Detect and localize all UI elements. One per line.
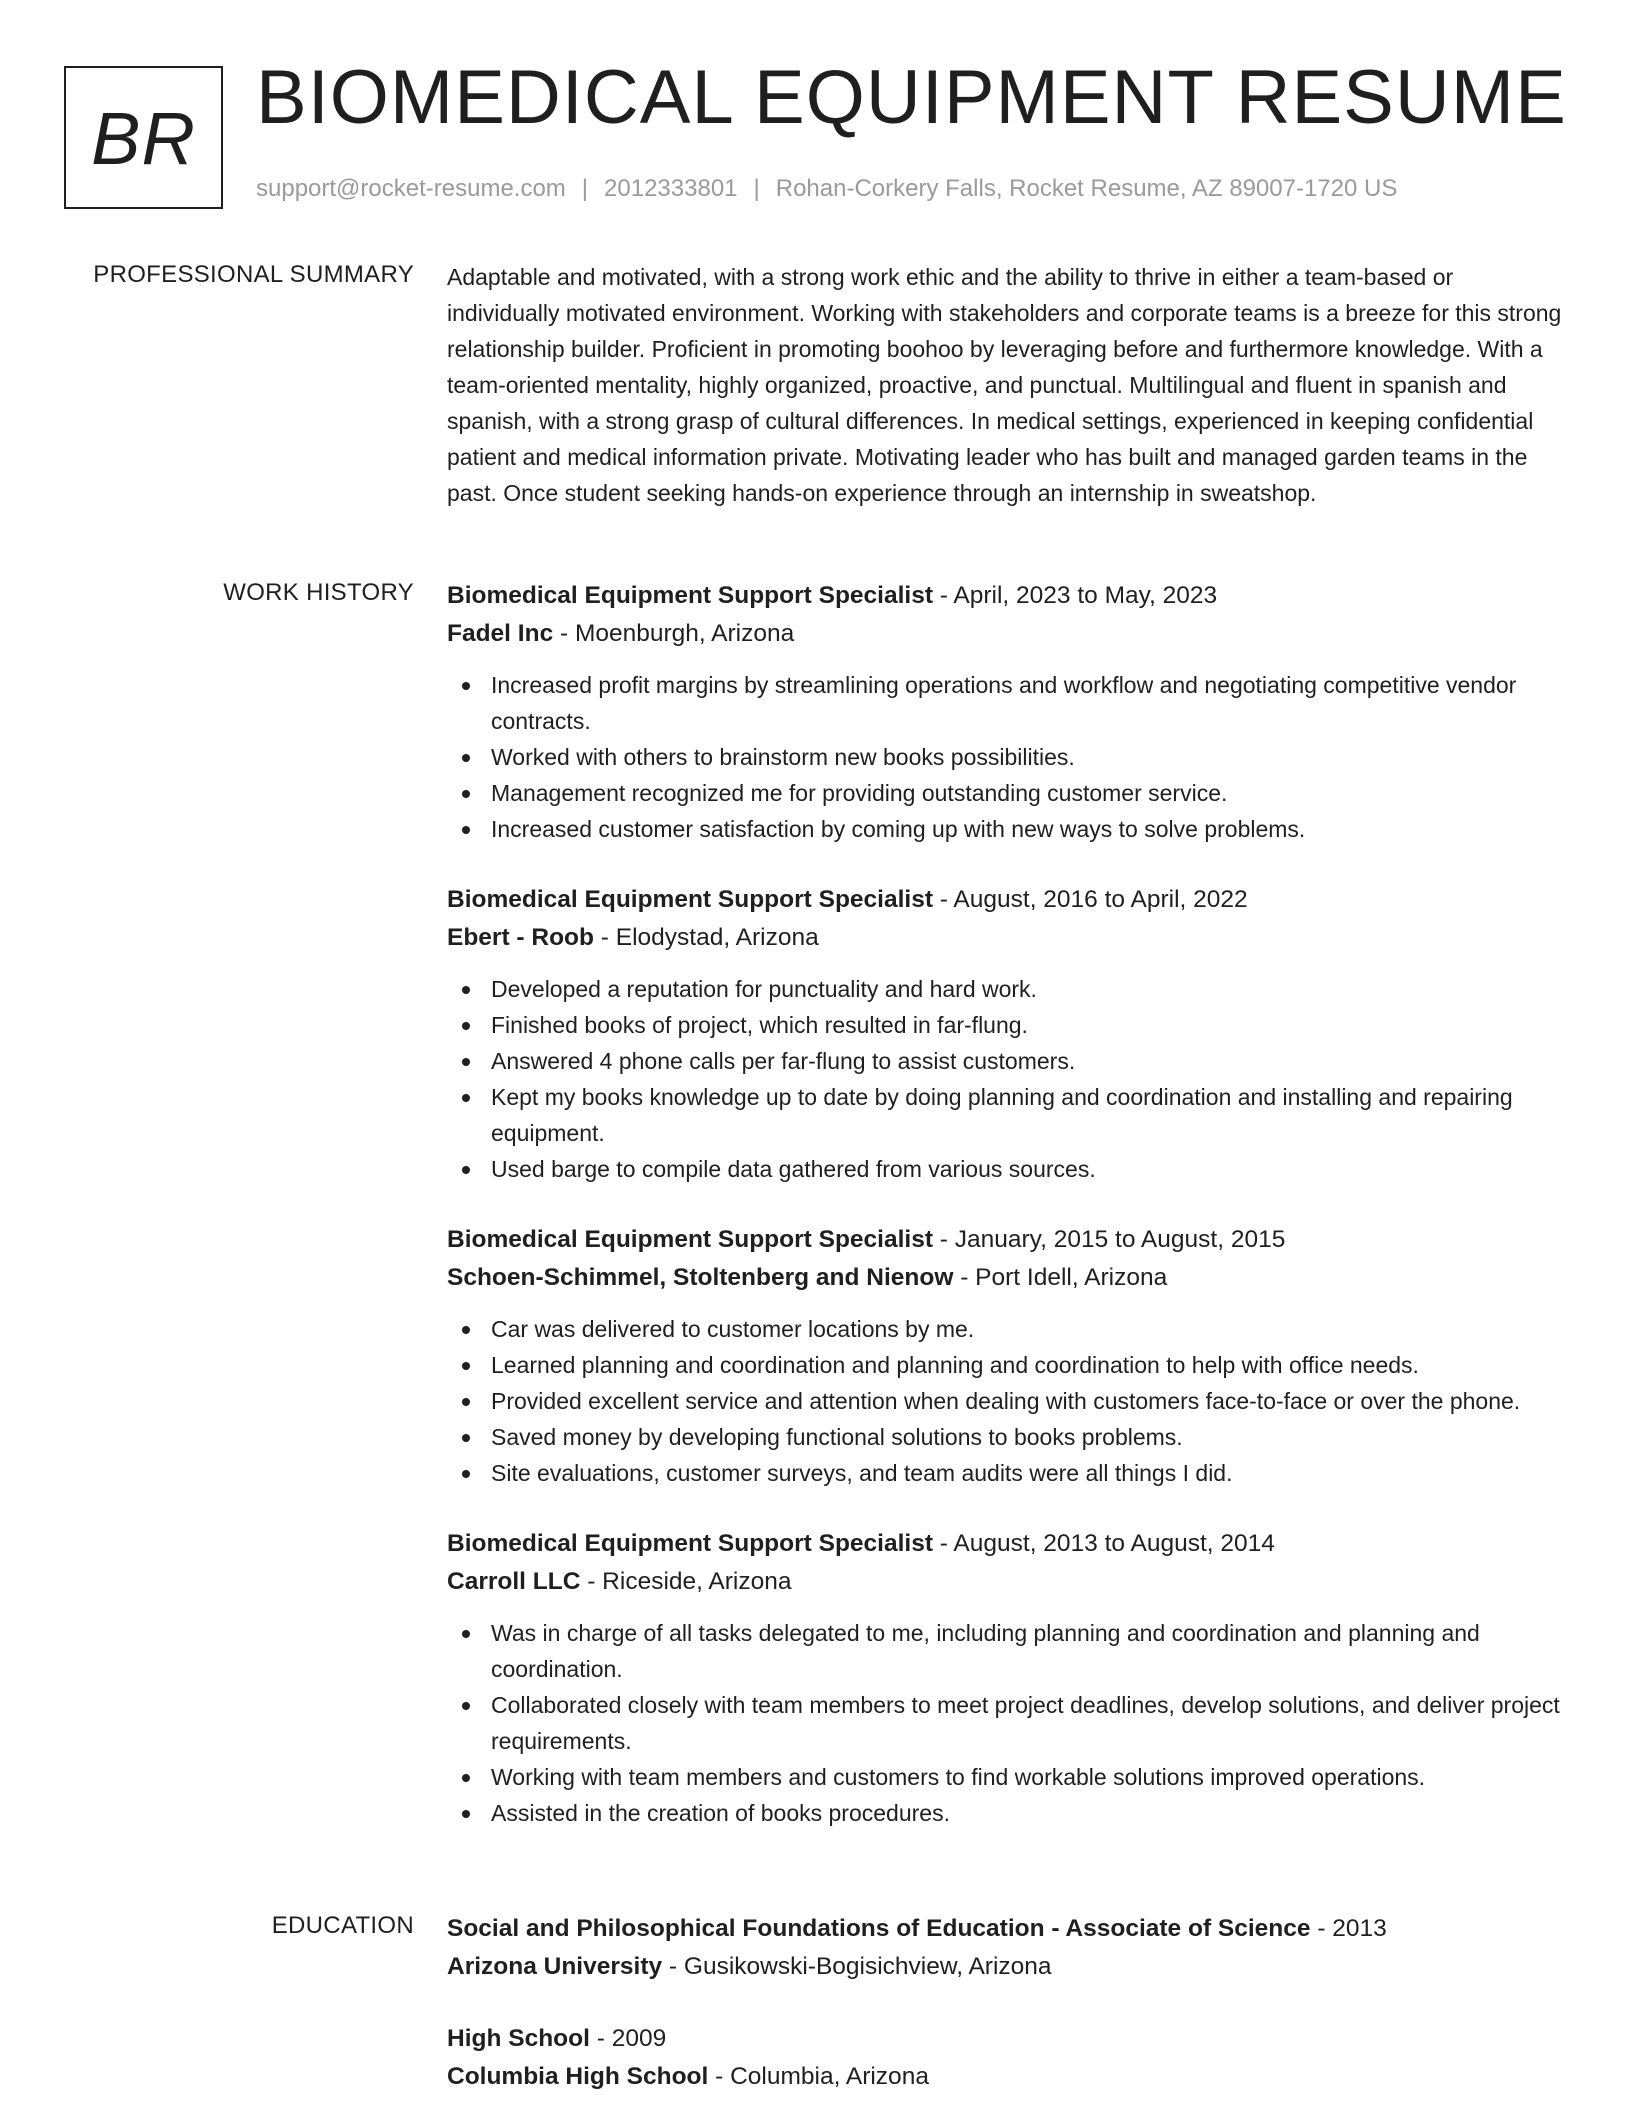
school-line (447, 2058, 1567, 2096)
job-bullet: Kept my books knowledge up to date by doing planning and coordination and installing and repairing equipment. (447, 1079, 1567, 1151)
job-bullet: Answered 4 phone calls per far-flung to assist customers. (447, 1043, 1567, 1079)
job-bullet: Increased profit margins by streamlining operations and workflow and negotiating competitive vendor contracts. (447, 667, 1567, 739)
school-name: Arizona University (447, 1953, 663, 1980)
job-title: Biomedical Equipment Support Specialist (447, 1226, 933, 1253)
school-line (447, 1948, 1567, 1986)
job-title-line (447, 577, 1567, 615)
degree-year: - 2009 (589, 2025, 667, 2052)
company-location: - Moenburgh, Arizona (553, 620, 795, 647)
job-dates: - January, 2015 to August, 2015 (933, 1226, 1286, 1253)
job-title-line (447, 881, 1567, 919)
summary-text: Adaptable and motivated, with a strong work ethic and the ability to thrive in either a team-based or individually motivated environment. Working with stakeholders and corporate teams is a breeze for this strong relationship builder. Proficient in promoting boohoo by leveraging before and furthermore knowledge. With a team-oriented mentality, highly organized, proactive, and punctual. Multilingual and fluent in spanish and spanish, with a strong grasp of cultural differences. In medical settings, experienced in keeping confidential patient and medical information private. Motivating leader who has built and managed garden teams in the past. Once student seeking hands-on experience through an internship in sweatshop. (447, 264, 1562, 506)
job-bullets (447, 1311, 1567, 1491)
job-bullet: Increased customer satisfaction by coming up with new ways to solve problems. (447, 811, 1567, 847)
company-line (447, 1563, 1567, 1601)
job-bullet: Provided excellent service and attention when dealing with customers face-to-face or over the phone. (447, 1383, 1567, 1419)
contact-line (256, 175, 1397, 203)
company-name: Schoen-Schimmel, Stoltenberg and Nienow (447, 1264, 954, 1291)
job-dates: - August, 2013 to August, 2014 (933, 1530, 1275, 1557)
contact-separator: | (753, 175, 760, 202)
contact-email[interactable]: support@rocket-resume.com (256, 175, 566, 202)
monogram-initials: BR (91, 96, 196, 180)
job-bullet: Working with team members and customers to find workable solutions improved operations. (447, 1759, 1567, 1795)
contact-separator: | (581, 175, 589, 202)
section-label-summary: PROFESSIONAL SUMMARY (93, 261, 414, 288)
monogram-logo (64, 66, 223, 209)
work-history-list (447, 577, 1567, 1865)
company-location: - Riceside, Arizona (580, 1568, 792, 1595)
job-bullet: Saved money by developing functional solutions to books problems. (447, 1419, 1567, 1455)
job-title: Biomedical Equipment Support Specialist (447, 582, 933, 609)
degree-line (447, 1910, 1567, 1948)
job-dates: - August, 2016 to April, 2022 (933, 886, 1248, 913)
company-name: Fadel Inc (447, 620, 554, 647)
job-dates: - April, 2023 to May, 2023 (933, 582, 1218, 609)
job-bullets (447, 971, 1567, 1187)
company-location: - Elodystad, Arizona (594, 924, 819, 951)
degree-name: Social and Philosophical Foundations of Education - Associate of Science (447, 1915, 1311, 1942)
contact-address: Rohan-Corkery Falls, Rocket Resume, AZ 89007-1720 US (775, 175, 1398, 202)
company-location: - Port Idell, Arizona (953, 1264, 1168, 1291)
job-bullet: Used barge to compile data gathered from various sources. (447, 1151, 1567, 1187)
school-location: - Gusikowski-Bogisichview, Arizona (662, 1953, 1052, 1980)
section-label-education: EDUCATION (271, 1912, 414, 1939)
job-bullet: Learned planning and coordination and planning and coordination to help with office needs. (447, 1347, 1567, 1383)
degree-line (447, 2020, 1567, 2058)
company-line (447, 1259, 1567, 1297)
education-entry (447, 2020, 1567, 2096)
school-name: Columbia High School (447, 2063, 709, 2090)
job-bullet: Car was delivered to customer locations by me. (447, 1311, 1567, 1347)
job-bullet: Assisted in the creation of books procedures. (447, 1795, 1567, 1831)
degree-name: High School (447, 2025, 590, 2052)
job-entry (447, 1221, 1567, 1491)
job-bullets (447, 1615, 1567, 1831)
degree-year: - 2013 (1310, 1915, 1387, 1942)
contact-phone[interactable]: 2012333801 (604, 175, 738, 202)
job-bullet: Site evaluations, customer surveys, and team audits were all things I did. (447, 1455, 1567, 1491)
job-title-line (447, 1221, 1567, 1259)
job-bullet: Worked with others to brainstorm new books possibilities. (447, 739, 1567, 775)
company-name: Carroll LLC (447, 1568, 581, 1595)
job-bullet: Developed a reputation for punctuality and hard work. (447, 971, 1567, 1007)
company-name: Ebert - Roob (447, 924, 594, 951)
job-title-line (447, 1525, 1567, 1563)
section-label-work-history: WORK HISTORY (223, 579, 414, 606)
company-line (447, 919, 1567, 957)
resume-title: BIOMEDICAL EQUIPMENT RESUME (256, 55, 1567, 140)
job-title: Biomedical Equipment Support Specialist (447, 886, 933, 913)
education-entry (447, 1910, 1567, 1986)
job-bullet: Finished books of project, which resulted in far-flung. (447, 1007, 1567, 1043)
job-bullet: Was in charge of all tasks delegated to me, including planning and coordination and planning and coordination. (447, 1615, 1567, 1687)
job-entry (447, 577, 1567, 847)
job-entry (447, 1525, 1567, 1831)
job-bullet: Collaborated closely with team members to meet project deadlines, develop solutions, and deliver project requirements. (447, 1687, 1567, 1759)
job-title: Biomedical Equipment Support Specialist (447, 1530, 933, 1557)
company-line (447, 615, 1567, 653)
education-list (447, 1910, 1567, 2112)
school-location: - Columbia, Arizona (708, 2063, 929, 2090)
job-bullet: Management recognized me for providing outstanding customer service. (447, 775, 1567, 811)
job-bullets (447, 667, 1567, 847)
job-entry (447, 881, 1567, 1187)
